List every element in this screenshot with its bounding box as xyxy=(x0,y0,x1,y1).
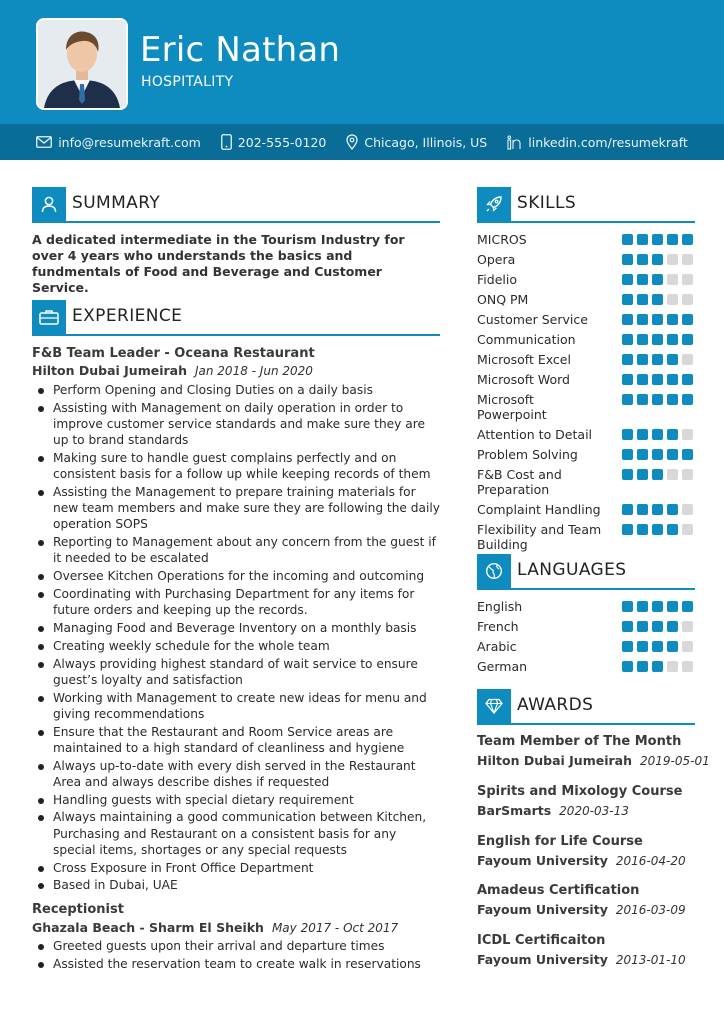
rating-squares xyxy=(622,429,693,440)
rating-square-empty xyxy=(682,641,693,652)
rating-square-filled xyxy=(682,449,693,460)
user-icon xyxy=(32,187,66,221)
experience-label: EXPERIENCE xyxy=(72,306,183,326)
bullet-item: Greeted guests upon their arrival and departure times xyxy=(36,938,440,954)
rating-square-filled xyxy=(682,334,693,345)
language-name: English xyxy=(477,599,523,614)
rating-square-filled xyxy=(622,601,633,612)
rating-square-empty xyxy=(667,294,678,305)
profile-photo xyxy=(36,18,128,110)
languages-list xyxy=(477,599,697,679)
bullet-item: Oversee Kitchen Operations for the incoming and outcoming xyxy=(36,568,440,584)
summary-underline xyxy=(32,221,440,223)
rating-square-filled xyxy=(622,354,633,365)
rating-squares xyxy=(622,504,693,515)
globe-icon xyxy=(477,554,511,588)
header xyxy=(0,0,724,124)
job-company xyxy=(32,920,398,935)
rating-square-empty xyxy=(667,274,678,285)
diamond-icon xyxy=(477,689,511,723)
rating-square-filled xyxy=(652,334,663,345)
award-org xyxy=(477,803,707,818)
language-row xyxy=(477,659,697,674)
skills-label: SKILLS xyxy=(517,193,577,213)
award-name: English for Life Course xyxy=(477,834,643,849)
rating-square-filled xyxy=(652,504,663,515)
rating-square-empty xyxy=(682,504,693,515)
skill-row xyxy=(477,372,697,387)
contact-bar xyxy=(0,124,724,160)
award-issuer: Fayoum University xyxy=(477,952,608,967)
rating-square-filled xyxy=(667,394,678,405)
rating-square-empty xyxy=(682,621,693,632)
rating-square-filled xyxy=(637,524,648,535)
rocket-icon xyxy=(477,187,511,221)
rating-square-empty xyxy=(682,469,693,480)
rating-square-filled xyxy=(667,314,678,325)
skill-name: MICROS xyxy=(477,232,527,247)
skill-name: Attention to Detail xyxy=(477,427,593,442)
bullet-item: Based in Dubai, UAE xyxy=(36,877,440,893)
rating-square-filled xyxy=(622,641,633,652)
rating-square-filled xyxy=(667,601,678,612)
award-name: Spirits and Mixology Course xyxy=(477,784,683,799)
experience-heading xyxy=(32,300,440,334)
bullet-item: Managing Food and Beverage Inventory on a monthly basis xyxy=(36,620,440,636)
bullet-item: Perform Opening and Closing Duties on a daily basis xyxy=(36,382,440,398)
rating-square-filled xyxy=(652,661,663,672)
skill-name: Flexibility and Team Building xyxy=(477,522,602,552)
language-row xyxy=(477,639,697,654)
bullet-item: Handling guests with special dietary requirement xyxy=(36,792,440,808)
rating-squares xyxy=(622,621,693,632)
location-text: Chicago, Illinois, US xyxy=(364,134,488,150)
rating-square-filled xyxy=(622,449,633,460)
rating-square-filled xyxy=(622,469,633,480)
rating-square-filled xyxy=(637,294,648,305)
skill-row xyxy=(477,292,697,307)
award-item xyxy=(477,933,707,967)
rating-square-filled xyxy=(652,429,663,440)
rating-square-filled xyxy=(622,374,633,385)
job-dates: May 2017 - Oct 2017 xyxy=(271,921,399,935)
rating-squares xyxy=(622,294,693,305)
job-dates: Jan 2018 - Jun 2020 xyxy=(194,364,313,378)
skill-name: Customer Service xyxy=(477,312,588,327)
rating-squares xyxy=(622,274,693,285)
rating-square-filled xyxy=(652,354,663,365)
rating-square-filled xyxy=(682,314,693,325)
contact-email[interactable] xyxy=(36,135,201,150)
rating-square-filled xyxy=(622,274,633,285)
skills-list xyxy=(477,232,697,557)
rating-square-filled xyxy=(652,601,663,612)
skill-name: Complaint Handling xyxy=(477,502,601,517)
phone-icon xyxy=(221,134,232,150)
award-org xyxy=(477,853,707,868)
skill-row xyxy=(477,312,697,327)
language-row xyxy=(477,619,697,634)
rating-square-filled xyxy=(667,504,678,515)
rating-square-filled xyxy=(652,294,663,305)
rating-square-filled xyxy=(622,524,633,535)
rating-square-empty xyxy=(682,429,693,440)
rating-square-empty xyxy=(667,469,678,480)
bullet-item: Making sure to handle guest complains perfectly and on consistent basis for a follow up while keeping records of them xyxy=(36,450,440,482)
job-company xyxy=(32,363,313,378)
skill-name: Opera xyxy=(477,252,516,267)
rating-square-empty xyxy=(682,524,693,535)
rating-square-filled xyxy=(622,621,633,632)
award-issuer: Fayoum University xyxy=(477,902,608,917)
rating-square-filled xyxy=(637,374,648,385)
email-text: info@resumekraft.com xyxy=(58,134,201,150)
rating-square-empty xyxy=(682,661,693,672)
rating-square-filled xyxy=(652,374,663,385)
award-name: Team Member of The Month xyxy=(477,734,682,749)
rating-square-filled xyxy=(637,601,648,612)
rating-square-filled xyxy=(622,504,633,515)
skill-name: Communication xyxy=(477,332,576,347)
bullet-item: Assisting with Management on daily operation in order to improve customer service standards and make sure they are up to brand standards xyxy=(36,400,440,449)
rating-squares xyxy=(622,254,693,265)
rating-square-filled xyxy=(652,469,663,480)
rating-square-filled xyxy=(637,314,648,325)
award-org xyxy=(477,753,710,768)
rating-square-filled xyxy=(652,234,663,245)
language-name: German xyxy=(477,659,528,674)
rating-square-filled xyxy=(667,374,678,385)
rating-square-filled xyxy=(667,354,678,365)
award-item xyxy=(477,734,710,768)
rating-square-filled xyxy=(622,294,633,305)
rating-squares xyxy=(622,394,693,405)
rating-square-filled xyxy=(637,504,648,515)
skill-row xyxy=(477,427,697,442)
award-org xyxy=(477,902,707,917)
rating-squares xyxy=(622,314,693,325)
rating-square-filled xyxy=(682,374,693,385)
rating-square-filled xyxy=(667,641,678,652)
linkedin-icon xyxy=(507,135,522,150)
award-date: 2020-03-13 xyxy=(559,804,629,818)
envelope-icon xyxy=(36,136,52,148)
skill-name: Fidelio xyxy=(477,272,517,287)
bullet-item: Cross Exposure in Front Office Department xyxy=(36,860,440,876)
award-item xyxy=(477,784,707,818)
briefcase-icon xyxy=(32,300,66,334)
job-title: Receptionist xyxy=(32,902,124,917)
rating-square-filled xyxy=(637,234,648,245)
bullet-item: Reporting to Management about any concern from the guest if it needed to be escalated xyxy=(36,534,440,566)
award-issuer: Hilton Dubai Jumeirah xyxy=(477,753,632,768)
award-item xyxy=(477,834,707,868)
rating-square-filled xyxy=(637,661,648,672)
skill-name: Problem Solving xyxy=(477,447,578,462)
award-date: 2016-03-09 xyxy=(615,903,686,917)
rating-square-filled xyxy=(637,354,648,365)
rating-square-filled xyxy=(622,394,633,405)
skill-row xyxy=(477,392,697,422)
rating-square-filled xyxy=(622,314,633,325)
award-issuer: Fayoum University xyxy=(477,853,608,868)
rating-square-filled xyxy=(622,334,633,345)
rating-square-filled xyxy=(637,621,648,632)
rating-square-filled xyxy=(667,234,678,245)
bullet-item: Creating weekly schedule for the whole team xyxy=(36,638,440,654)
rating-square-filled xyxy=(652,641,663,652)
summary-text: A dedicated intermediate in the Tourism Industry for over 4 years who understands the basics and fundmentals of Food and Beverage and Customer Service. xyxy=(32,232,405,295)
contact-linkedin[interactable] xyxy=(507,135,688,150)
skill-row xyxy=(477,252,697,267)
job-bullets xyxy=(36,938,440,974)
candidate-name: Eric Nathan xyxy=(140,30,341,70)
rating-square-filled xyxy=(622,661,633,672)
skill-row xyxy=(477,272,697,287)
summary-heading xyxy=(32,187,440,221)
skill-name: Microsoft Powerpoint xyxy=(477,392,547,422)
award-name: Amadeus Certification xyxy=(477,883,640,898)
rating-square-filled xyxy=(637,449,648,460)
rating-square-filled xyxy=(652,449,663,460)
languages-label: LANGUAGES xyxy=(517,560,627,580)
skill-row xyxy=(477,352,697,367)
bullet-item: Working with Management to create new ideas for menu and giving recommendations xyxy=(36,690,440,722)
rating-square-empty xyxy=(667,661,678,672)
rating-squares xyxy=(622,354,693,365)
award-item xyxy=(477,883,707,917)
rating-square-empty xyxy=(682,294,693,305)
skills-heading xyxy=(477,187,695,221)
rating-square-filled xyxy=(682,394,693,405)
rating-square-filled xyxy=(682,601,693,612)
rating-square-filled xyxy=(637,394,648,405)
rating-square-filled xyxy=(637,334,648,345)
contact-location xyxy=(346,134,487,150)
awards-label: AWARDS xyxy=(517,695,594,715)
skill-row xyxy=(477,467,697,497)
summary-label: SUMMARY xyxy=(72,193,161,213)
rating-square-filled xyxy=(637,274,648,285)
bullet-item: Always up-to-date with every dish served in the Restaurant Area and always describe dishes if requested xyxy=(36,758,440,790)
company-name: Hilton Dubai Jumeirah xyxy=(32,363,187,378)
rating-square-filled xyxy=(682,234,693,245)
rating-square-filled xyxy=(652,394,663,405)
rating-square-filled xyxy=(637,429,648,440)
language-name: French xyxy=(477,619,519,634)
awards-heading xyxy=(477,689,695,723)
skill-name: F&B Cost and Preparation xyxy=(477,467,562,497)
linkedin-text: linkedin.com/resumekraft xyxy=(528,134,688,150)
skill-row xyxy=(477,522,697,552)
award-date: 2019-05-01 xyxy=(639,754,710,768)
languages-underline xyxy=(477,588,695,590)
rating-square-empty xyxy=(682,274,693,285)
job-bullets xyxy=(36,382,440,895)
rating-square-filled xyxy=(622,254,633,265)
candidate-title: HOSPITALITY xyxy=(141,74,234,90)
rating-square-filled xyxy=(652,274,663,285)
rating-square-filled xyxy=(652,524,663,535)
rating-squares xyxy=(622,234,693,245)
rating-squares xyxy=(622,661,693,672)
rating-square-empty xyxy=(682,354,693,365)
rating-squares xyxy=(622,334,693,345)
bullet-item: Assisting the Management to prepare training materials for new team members and make sure they are following the daily operation SOPS xyxy=(36,484,440,533)
contact-phone[interactable] xyxy=(221,134,327,150)
rating-square-filled xyxy=(637,469,648,480)
rating-square-filled xyxy=(667,621,678,632)
rating-squares xyxy=(622,449,693,460)
rating-square-filled xyxy=(622,234,633,245)
rating-square-filled xyxy=(667,449,678,460)
award-org xyxy=(477,952,707,967)
bullet-item: Coordinating with Purchasing Department for any items for future orders and keeping up the records. xyxy=(36,586,440,618)
job-title: F&B Team Leader - Oceana Restaurant xyxy=(32,346,315,361)
rating-squares xyxy=(622,524,693,535)
rating-square-filled xyxy=(667,334,678,345)
rating-squares xyxy=(622,469,693,480)
skill-row xyxy=(477,332,697,347)
skill-row xyxy=(477,232,697,247)
rating-square-empty xyxy=(682,254,693,265)
bullet-item: Always providing highest standard of wait service to ensure guest’s loyalty and satisfaction xyxy=(36,656,440,688)
bullet-item: Assisted the reservation team to create walk in reservations xyxy=(36,956,440,972)
rating-square-filled xyxy=(637,254,648,265)
rating-square-filled xyxy=(652,621,663,632)
rating-square-filled xyxy=(637,641,648,652)
award-date: 2016-04-20 xyxy=(615,854,686,868)
rating-square-filled xyxy=(652,314,663,325)
rating-squares xyxy=(622,601,693,612)
rating-square-filled xyxy=(652,254,663,265)
phone-text: 202-555-0120 xyxy=(237,134,327,150)
rating-square-filled xyxy=(667,429,678,440)
bullet-item: Always maintaining a good communication between Kitchen, Purchasing and Restaurant on a consistent basis for any special items, shortages or any special requests xyxy=(36,809,440,858)
map-pin-icon xyxy=(346,134,358,150)
rating-square-empty xyxy=(667,254,678,265)
company-name: Ghazala Beach - Sharm El Sheikh xyxy=(32,920,264,935)
experience-underline xyxy=(32,334,440,336)
skill-row xyxy=(477,447,697,462)
languages-heading xyxy=(477,554,695,588)
language-row xyxy=(477,599,697,614)
skill-name: ONQ PM xyxy=(477,292,529,307)
rating-squares xyxy=(622,374,693,385)
skill-row xyxy=(477,502,697,517)
rating-square-filled xyxy=(622,429,633,440)
rating-square-filled xyxy=(667,524,678,535)
language-name: Arabic xyxy=(477,639,517,654)
rating-squares xyxy=(622,641,693,652)
award-name: ICDL Certificaiton xyxy=(477,933,606,948)
award-issuer: BarSmarts xyxy=(477,803,552,818)
awards-underline xyxy=(477,723,695,725)
skill-name: Microsoft Word xyxy=(477,372,570,387)
bullet-item: Ensure that the Restaurant and Room Service areas are maintained to a high standard of cleanliness and hygiene xyxy=(36,724,440,756)
skill-name: Microsoft Excel xyxy=(477,352,571,367)
skills-underline xyxy=(477,221,695,223)
award-date: 2013-01-10 xyxy=(615,953,686,967)
